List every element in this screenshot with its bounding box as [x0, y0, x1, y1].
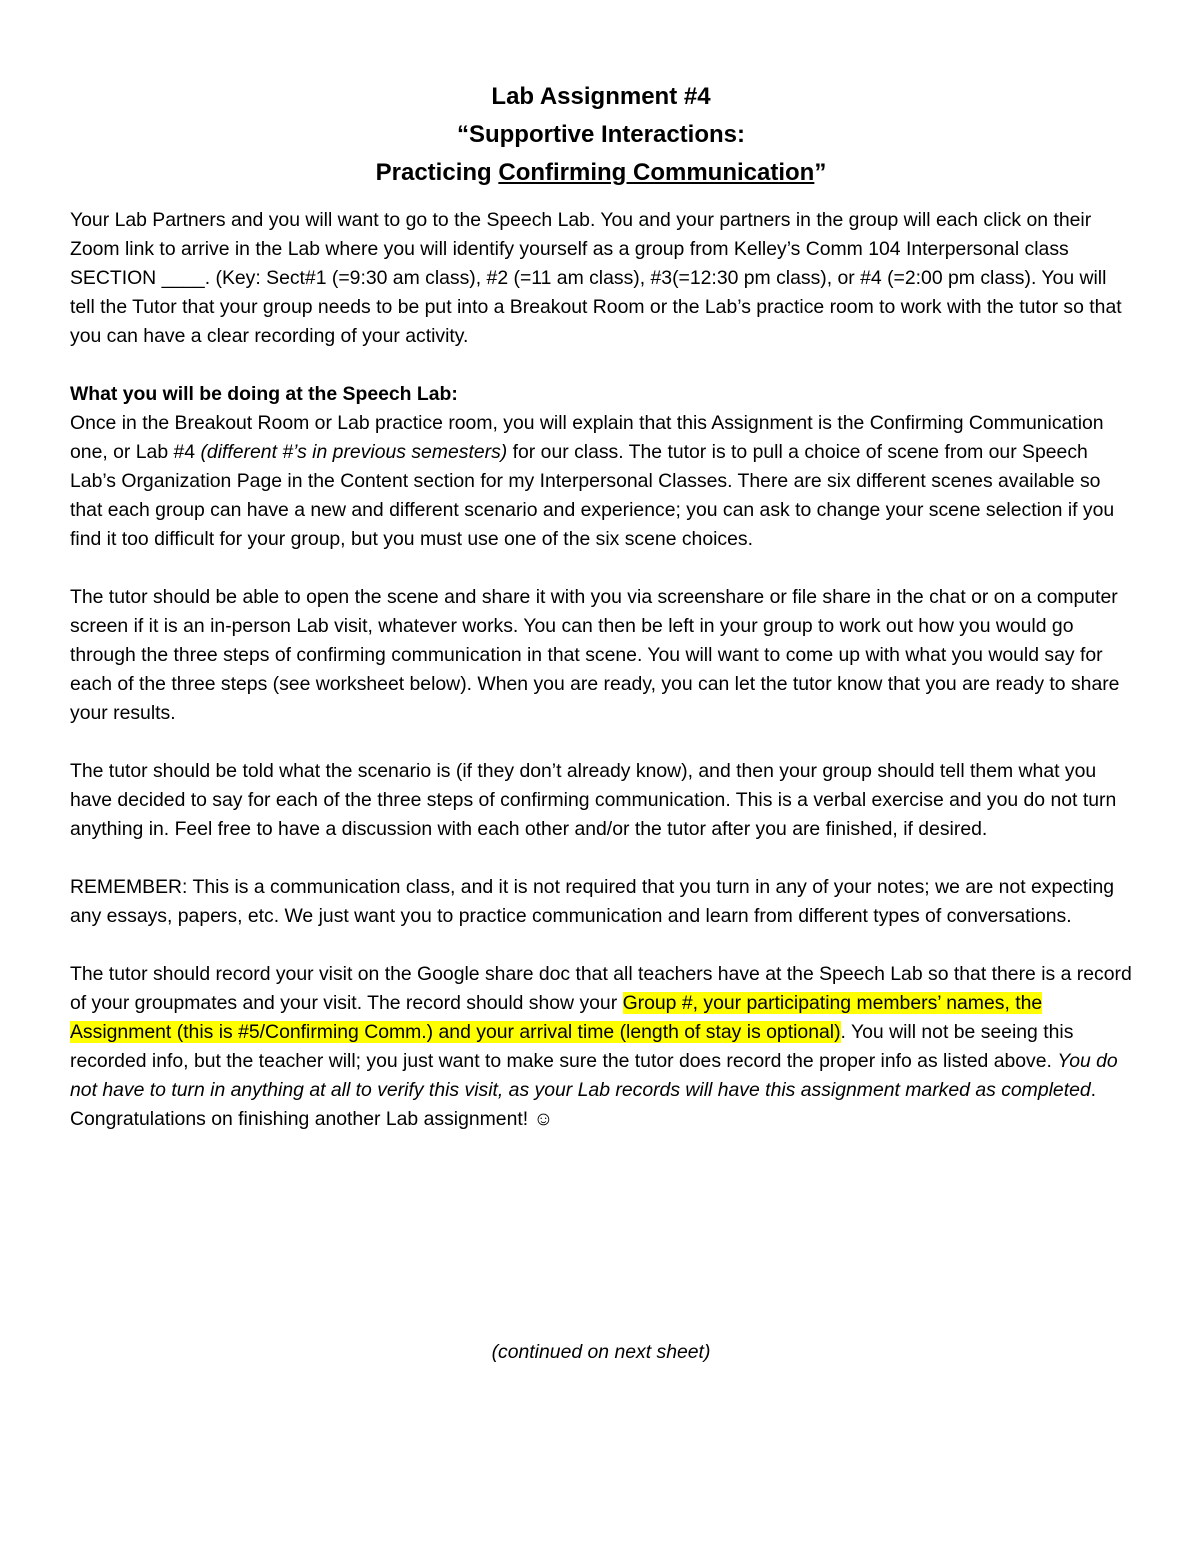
- title-line-3-suffix: ”: [814, 159, 827, 186]
- continued-footer: (continued on next sheet): [491, 1341, 711, 1363]
- record-highlighted-text: Group #, your participating members’ names, the Assignment (this is #5/Confirming Comm.) and your arrival time (length of stay is optional): [70, 992, 1043, 1043]
- lab-activity-italic: (different #’s in previous semesters): [200, 441, 508, 463]
- lab-activity-text-2: for our class. The tutor is to pull a choice of scene from our Speech Lab’s Organization Page in the Content section for my Interpersonal Classes. There are six different scenes available so that each group can have a new and different scenario and experience; you can ask to change your scene selection if you find it too difficult for your group, but you must use one of the six scene choices.: [70, 441, 1115, 550]
- record-text-2: . You will not be seeing this recorded info, but the teacher will; you just want to make sure the tutor does record the proper info as listed above.: [70, 1021, 1074, 1072]
- section-heading: What you will be doing at the Speech Lab:: [70, 383, 458, 405]
- title-line-2: “Supportive Interactions:: [456, 121, 746, 148]
- title-underlined-text: Confirming Communication: [498, 159, 815, 186]
- title-line-1: Lab Assignment #4: [491, 83, 711, 110]
- scene-sharing-paragraph: The tutor should be able to open the scene and share it with you via screenshare or file share in the chat or on a computer screen if it is an in-person Lab visit, whatever works. You can then be left in your group to work out how you would go through the three steps of confirming communication in that scene. You will want to come up with what you would say for each of the three steps (see worksheet below). When you are ready, you can let the tutor know that you are ready to share your results.: [70, 586, 1120, 724]
- document-page: [70, 78, 1132, 1363]
- intro-paragraph: Your Lab Partners and you will want to go to the Speech Lab. You and your partners in the group will each click on their Zoom link to arrive in the Lab where you will identify yourself as a group from Kelley’s Comm 104 Interpersonal class SECTION ____. (Key: Sect#1 (=9:30 am class), #2 (=11 am class), #3(=12:30 pm class), or #4 (=2:00 pm class). You will tell the Tutor that your group needs to be put into a Breakout Room or the Lab’s practice room to work with the tutor so that you can have a clear recording of your activity.: [70, 209, 1122, 347]
- results-paragraph: The tutor should be told what the scenario is (if they don’t already know), and then your group should tell them what you have decided to say for each of the three steps of confirming communication. This is a verbal exercise and you do not turn anything in. Feel free to have a discussion with each other and/or the tutor after you are finished, if desired.: [70, 760, 1117, 840]
- record-paragraph: [70, 960, 1132, 1134]
- title-line-3: [70, 154, 1132, 192]
- lab-activity-text-1: Once in the Breakout Room or Lab practice room, you will explain that this Assignment is the Confirming Communication one, or Lab #4: [70, 412, 1104, 463]
- document-title: [70, 78, 1132, 192]
- lab-activity-paragraph: [70, 380, 1132, 554]
- record-text-1: The tutor should record your visit on the Google share doc that all teachers have at the Speech Lab so that there is a record of your groupmates and your visit. The record should show your: [70, 963, 1132, 1014]
- reminder-paragraph: REMEMBER: This is a communication class, and it is not required that you turn in any of your notes; we are not expecting any essays, papers, etc. We just want you to practice communication and learn from different types of conversations.: [70, 876, 1115, 927]
- title-line-3-prefix: Practicing: [375, 159, 499, 186]
- record-italic-text: You do not have to turn in anything at all to verify this visit, as your Lab records will have this assignment marked as completed: [70, 1050, 1118, 1101]
- record-text-3: . Congratulations on finishing another Lab assignment! ☺: [70, 1079, 1097, 1130]
